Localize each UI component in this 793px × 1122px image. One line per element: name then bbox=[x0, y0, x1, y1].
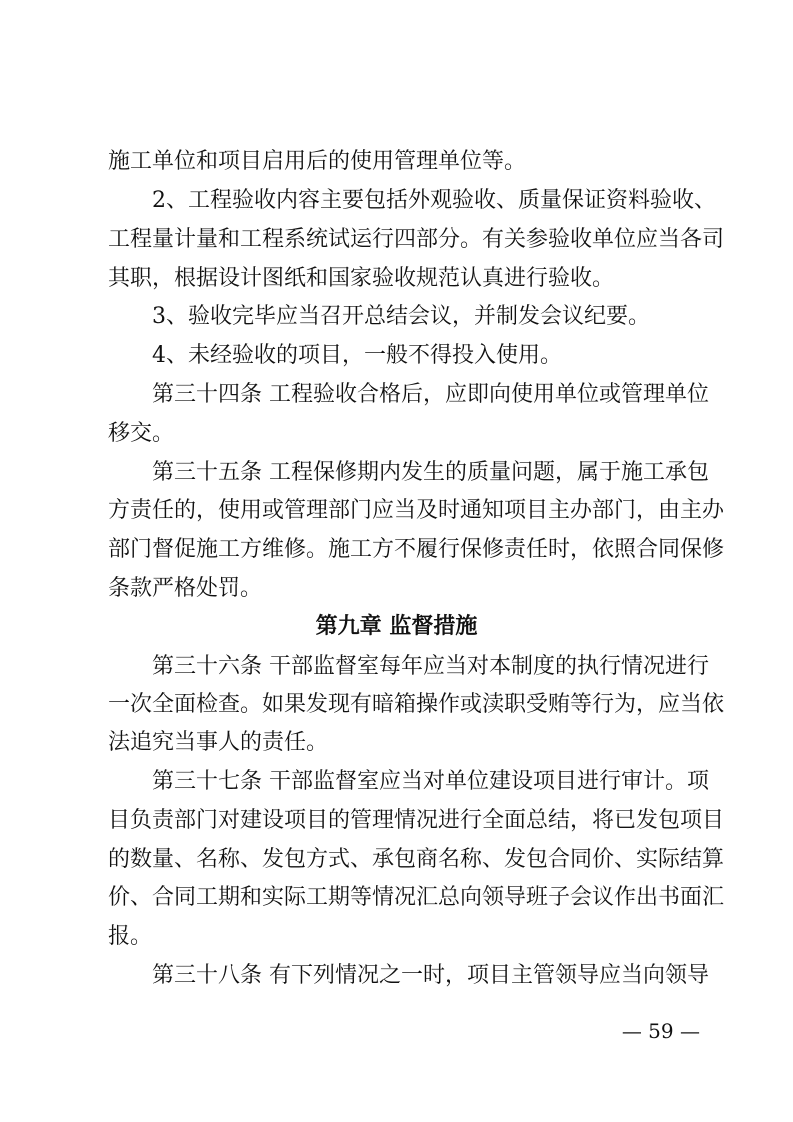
body-text-line: 施工单位和项目启用后的使用管理单位等。 bbox=[108, 149, 527, 174]
body-text-line: 法追究当事人的责任。 bbox=[108, 730, 329, 755]
article-line: 第三十四条 工程验收合格后，应即向使用单位或管理单位 bbox=[152, 382, 709, 407]
page-number: — 59 — bbox=[621, 1019, 700, 1043]
body-text-line: 工程量计量和工程系统试运行四部分。有关参验收单位应当各司 bbox=[108, 227, 725, 252]
body-text-line: 目负责部门对建设项目的管理情况进行全面总结，将已发包项目 bbox=[108, 808, 725, 833]
body-text-line: 方责任的，使用或管理部门应当及时通知项目主办部门，由主办 bbox=[108, 498, 725, 523]
body-text-line: 3、验收完毕应当召开总结会议，并制发会议纪要。 bbox=[152, 304, 650, 329]
chapter-heading: 第九章 监督措施 bbox=[315, 614, 478, 639]
article-line: 第三十七条 干部监督室应当对单位建设项目进行审计。项 bbox=[152, 769, 709, 794]
body-text-line: 部门督促施工方维修。施工方不履行保修责任时，依照合同保修 bbox=[108, 537, 725, 562]
article-line: 第三十八条 有下列情况之一时，项目主管领导应当向领导 bbox=[152, 963, 709, 988]
body-text-line: 一次全面检查。如果发现有暗箱操作或渎职受贿等行为，应当依 bbox=[108, 692, 725, 717]
body-text-line: 报。 bbox=[108, 924, 153, 949]
body-text-line: 价、合同工期和实际工期等情况汇总向领导班子会议作出书面汇 bbox=[108, 885, 725, 910]
body-text-line: 移交。 bbox=[108, 421, 175, 446]
body-text-line: 4、未经验收的项目，一般不得投入使用。 bbox=[152, 343, 562, 368]
article-line: 第三十六条 干部监督室每年应当对本制度的执行情况进行 bbox=[152, 654, 709, 679]
body-text-line: 条款严格处罚。 bbox=[108, 576, 263, 601]
body-text-line: 的数量、名称、发包方式、承包商名称、发包合同价、实际结算 bbox=[108, 847, 725, 872]
body-text-line: 2、工程验收内容主要包括外观验收、质量保证资料验收、 bbox=[152, 188, 716, 213]
article-line: 第三十五条 工程保修期内发生的质量问题，属于施工承包 bbox=[152, 460, 709, 485]
body-text-line: 其职，根据设计图纸和国家验收规范认真进行验收。 bbox=[108, 266, 615, 291]
